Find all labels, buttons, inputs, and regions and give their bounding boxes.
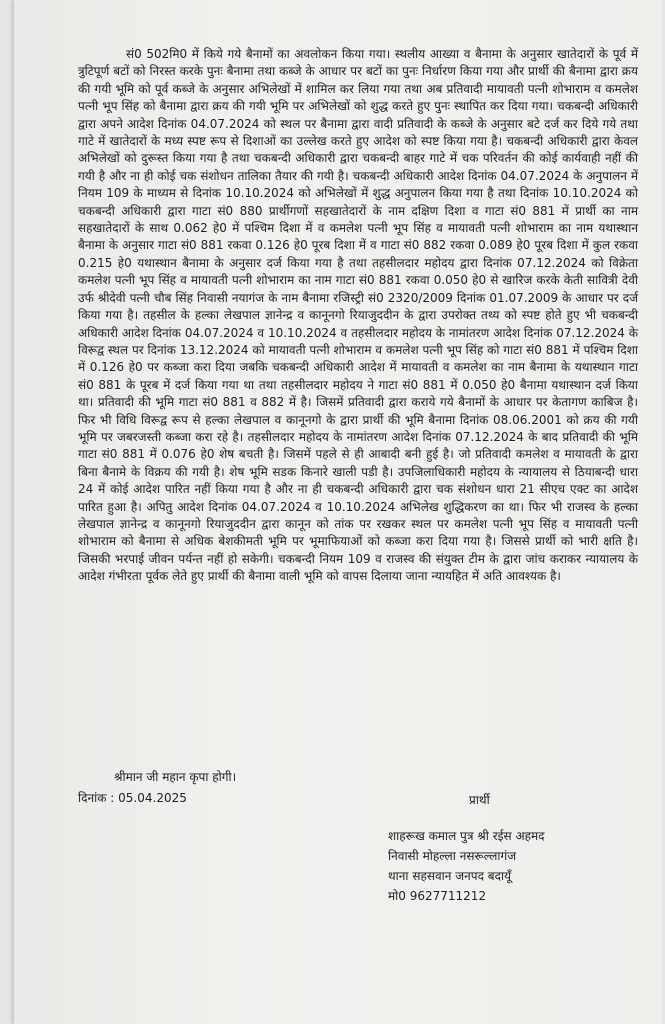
closing-request: श्रीमान जी महान कृपा होगी। [114, 770, 237, 784]
date-value: 05.04.2025 [118, 791, 187, 805]
sender-phone: मो0 9627711212 [388, 889, 487, 903]
sender-name: शाहरूख कमाल पुत्र श्री रईस अहमद [388, 829, 545, 843]
paper-sheet [14, 0, 662, 1024]
date-line [78, 789, 187, 806]
date-label: दिनांक : [78, 791, 115, 805]
sender-address-line2: थाना सहसवान जनपद बदायूँ [388, 869, 512, 883]
sender-address-line1: निवासी मोहल्ला नसरूल्लागंज [388, 849, 517, 863]
letter-body: सं0 502मि0 में किये गये बैनामों का अवलोकन किया गया। स्थलीय आख्या व बैनामा के अनुसार खातेदारों के पूर्व में त्रुटिपूर्ण बटों को निरस्त करके पुनः बैनामा तथा कब्जे के आधार पर बटों का पुनः निर्धारण किया गया और प्रार्थी की बैनामा द्वारा क्रय की गयी भूमि को पूर्व कब्जे के अनुसार अभिलेखों में शामिल कर लिया गया तथा अब प्रतिवादी मायावती पत्नी शोभाराम व कमलेश पत्नी भूप सिंह को बैनामा द्वारा क्रय की गयी भूमि पर अभिलेखों को शुद्ध करते हुए पुनः स्थापित कर दिया गया। चकबन्दी अधिकारी द्वारा अपने आदेश दिनांक 04.07.2024 को स्थल पर बैनामा द्वारा वादी प्रतिवादी के कब्जे के अनुसार बटे दर्ज कर दिये गये तथा गाटे में खातेदारों के मध्य स्पष्ट रूप से दिशाओं का उल्लेख करते हुए आदेश को स्पष्ट किया गया है। चकबन्दी अधिकारी द्वारा केवल अभिलेखों को दुरूस्त किया गया है तथा चकबन्दी अधिकारी द्वारा चकबन्दी बाहर गाटे में चक परिवर्तन की कोई कार्यवाही नहीं की गयी है और ना ही कोई चक संशोधन तालिका तैयार की गयी है। चकबन्दी अधिकारी आदेश दिनांक 04.07.2024 के अनुपालन में नियम 109 के माध्यम से दिनांक 10.10.2024 को अभिलेखों में शुद्ध अनुपालन किया गया है तथा दिनांक 10.10.2024 को चकबन्दी अधिकारी द्वारा गाटा सं0 880 प्रार्थीगणों सहखातेदारों के नाम दक्षिण दिशा व गाटा सं0 881 में प्रार्थी का नाम सहखातेदारों के साथ 0.062 हे0 में पश्चिम दिशा में व कमलेश पत्नी भूप सिंह व मायावती पत्नी शोभाराम का नाम यथास्थान बैनामा के अनुसार गाटा सं0 881 रकवा 0.126 हे0 पूरब दिशा में व गाटा सं0 882 रकवा 0.089 हे0 पूरब दिशा में कुल रकवा 0.215 हे0 यथास्थान बैनामा के अनुसार दर्ज किया गया है तथा तहसीलदार महोदय द्वारा दिनांक 07.12.2024 को विक्रेता कमलेश पत्नी भूप सिंह व मायावती पत्नी शोभाराम का नाम गाटा सं0 881 रकवा 0.050 हे0 से खारिज करके केती सावित्री देवी उर्फ श्रीदेवी पत्नी चौब सिंह निवासी नयागंज के नाम बैनामा रजिस्ट्री सं0 2320/2009 दिनांक 01.07.2009 के आधार पर दर्ज किया गया है। तहसील के हल्का लेखपाल ज्ञानेन्द्र व कानूनगो रियाजुददीन के द्वारा उपरोक्त तथ्य को स्पष्ट होते हुए भी चकबन्दी अधिकारी आदेश दिनांक 04.07.2024 व 10.10.2024 व तहसीलदार महोदय के नामांतरण आदेश दिनांक 07.12.2024 के विरूद्व स्थल पर दिनांक 13.12.2024 को मायावती पत्नी शोभाराम व कमलेश पत्नी भूप सिंह को गाटा सं0 881 में पश्चिम दिशा में 0.126 हे0 पर कब्जा करा दिया जबकि चकबन्दी अधिकारी आदेश में मायावती व कमलेश का नाम बैनामा के यथास्थान गाटा सं0 881 के पूरब में दर्ज किया गया था तथा तहसीलदार महोदय ने गाटा सं0 881 में 0.050 हे0 बैनामा यथास्थान दर्ज किया था। प्रतिवादी की भूमि गाटा सं0 881 व 882 में है। जिसमें प्रतिवादी द्वारा कराये गये बैनामों के आधार पर केतागण काबिज है। फिर भी विधि विरूद्व रूप से हल्का लेखपाल व कानूनगो के द्वारा प्रार्थी की भूमि बैनामा दिनांक 08.06.2001 को क्रय की गयी भूमि पर जबरजस्ती कब्जा करा रहे है। तहसीलदार महोदय के नामांतरण आदेश दिनांक 07.12.2024 के बाद प्रतिवादी की भूमि गाटा सं0 881 में 0.076 हे0 शेष बचती है। जिसमें पहले से ही आबादी बनी हुई है। जो प्रतिवादी कमलेश व मायावती के द्वारा बिना बैनामे के विक्रय की गयी है। शेष भूमि सडक किनारे खाली पडी है। उपजिलाधिकारी महोदय के न्यायालय से ठियाबन्दी धारा 24 में कोई आदेश पारित नहीं किया गया है और ना ही चकबन्दी अधिकारी द्वारा चक संशोधन धारा 21 सीएच एक्ट का आदेश पारित हुआ है। अपितु आदेश दिनांक 04.07.2024 व 10.10.2024 अभिलेख शुद्धिकरण का था। फिर भी राजस्व के हल्का लेखपाल ज्ञानेन्द्र व कानूनगो रियाजुददीन द्वारा कानून को तांक पर रखकर स्थल पर कमलेश पत्नी भूप सिंह व मायावती पत्नी शोभाराम को बैनामा से अधिक बेशकीमती भूमि पर भूमाफियाओं को कब्जा करा दिया गया है। जिससे प्रार्थी को भारी क्षति है। जिसकी भरपाई जीवन पर्यन्त नहीं हो सकेगी। चकबन्दी नियम 109 व राजस्व की संयुक्त टीम के द्वारा जांच कराकर न्यायालय के आदेश गंभीरता पूर्वक लेते हुए प्रार्थी की बैनामा वाली भूमि को वापस दिलाया जाना न्यायहित में अति आवश्यक है। [78, 47, 638, 584]
applicant-label: प्रार्थी [469, 793, 490, 807]
sender-block [388, 826, 545, 906]
